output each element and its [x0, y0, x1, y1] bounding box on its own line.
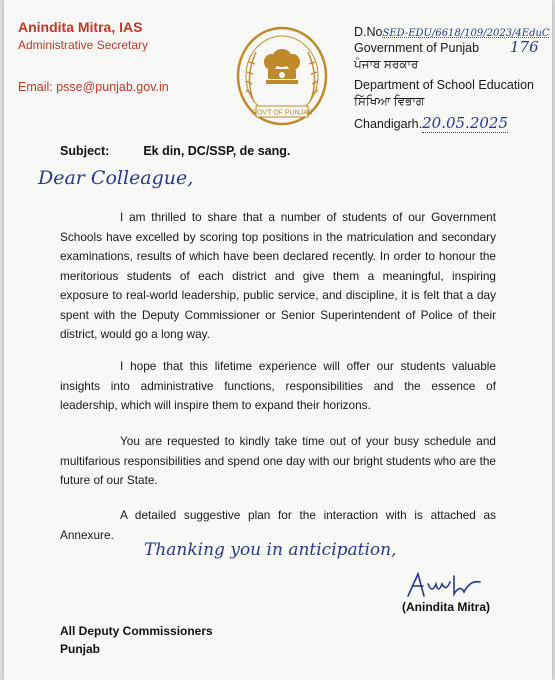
body-paragraph: I hope that this lifetime experience will offer our students valuable insights into administrative functions, responsibilities and the essence of leadership, which will inspire them to expand their horizons.	[60, 359, 496, 412]
subject-label: Subject:	[60, 144, 110, 158]
subject-text: Ek din, DC/SSP, de sang.	[143, 144, 291, 158]
dispatch-number-prefix: D.No	[354, 25, 383, 39]
closing-handwritten: Thanking you in anticipation,	[144, 540, 397, 560]
government-line: Government of Punjab	[354, 41, 480, 55]
government-line-punjabi: ਪੰਜਾਬ ਸਰਕਾਰ	[354, 57, 419, 71]
recipient-line-1: All Deputy Commissioners	[60, 624, 213, 638]
subject-line	[60, 144, 290, 158]
place-date-line	[354, 114, 508, 132]
dispatch-number-handwritten: SED-EDU/6618/109/2023/4EduC	[382, 28, 550, 39]
body-paragraph: I am thrilled to share that a number of students of our Government Schools have excelled by scoring top positions in the matriculation and secondary examinations, results of which have been declared recently. In order to honour the meritorious students of each district and give them a meaningful, inspiring exposure to real-world leadership, public service, and discipline, it is felt that a day spent with the Deputy Commissioner or Senior Superintendent of Police of their district, would go a long way.	[60, 210, 496, 341]
sender-name: Anindita Mitra, IAS	[18, 19, 143, 35]
date-handwritten: 20.05.2025	[422, 114, 508, 132]
body-paragraph: A detailed suggestive plan for the interaction with is attached as Annexure.	[60, 508, 496, 542]
seal-label: GOVT OF PUNJAB	[251, 109, 313, 117]
body-paragraph: You are requested to kindly take time out of your busy schedule and multifarious responsibilities and spend one day with our bright students who are the future of our State.	[60, 434, 496, 487]
sender-email: Email: psse@punjab.gov.in	[18, 80, 169, 94]
department-line: Department of School Education	[354, 78, 534, 92]
place: Chandigarh.	[354, 117, 423, 131]
recipient-line-2: Punjab	[60, 642, 101, 656]
salutation-handwritten: Dear Colleague,	[38, 167, 194, 189]
dispatch-number	[354, 25, 550, 39]
signatory-name: (Anindita Mitra)	[402, 600, 490, 614]
dispatch-serial-handwritten: 176	[510, 38, 539, 56]
sender-designation: Administrative Secretary	[18, 38, 149, 52]
letter-page	[4, 0, 552, 680]
punjab-govt-seal-icon	[222, 22, 342, 132]
department-line-punjabi: ਸਿੱਖਿਆ ਵਿਭਾਗ	[354, 94, 425, 108]
signature-icon	[404, 570, 484, 602]
